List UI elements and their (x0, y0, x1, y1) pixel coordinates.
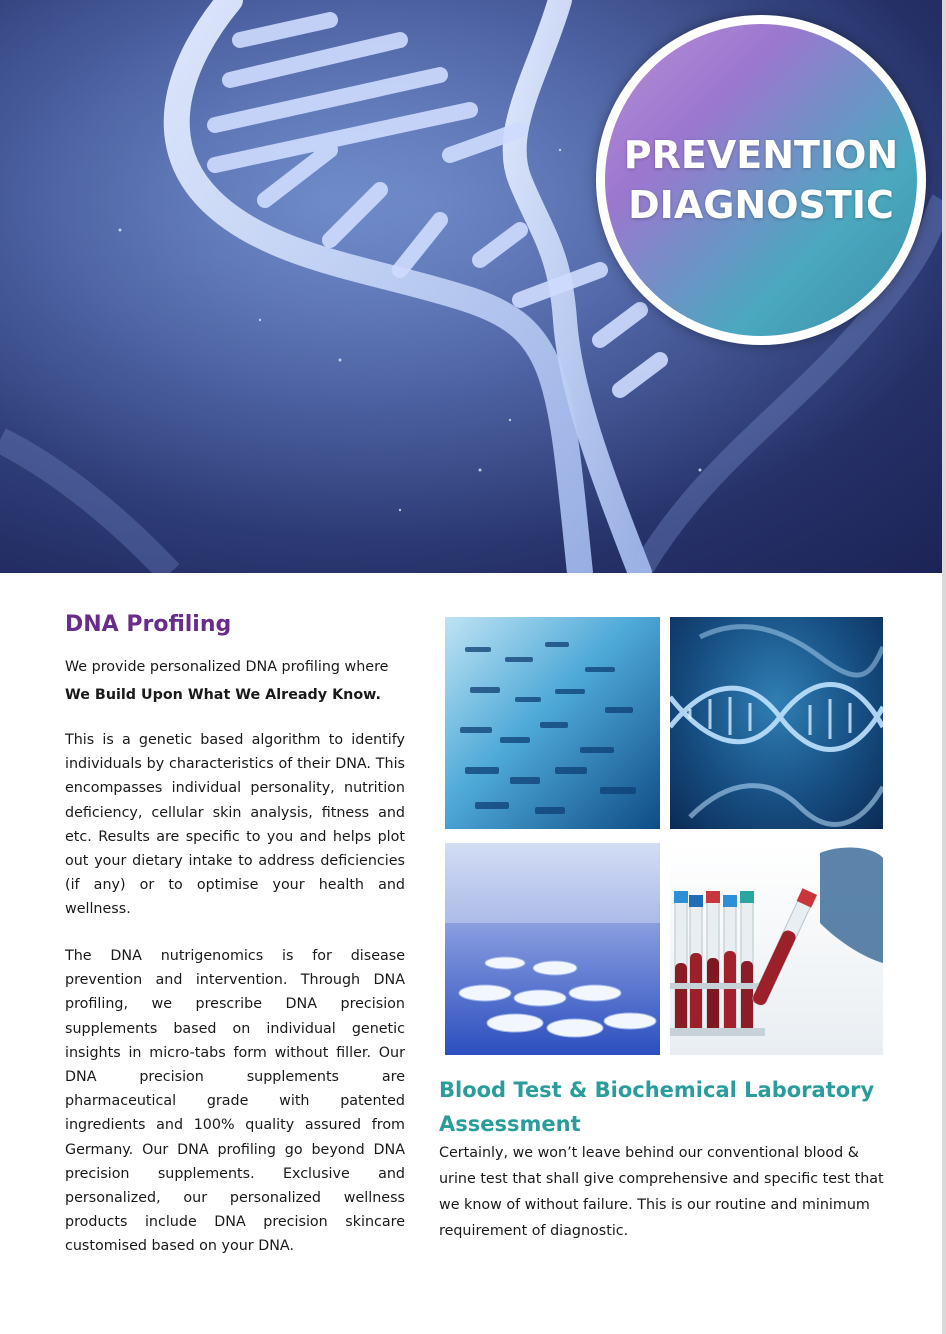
prevention-diagnostic-badge (596, 15, 926, 345)
dna-profiling-heading: DNA Profiling (65, 612, 232, 637)
supplement-tablets-image (445, 843, 660, 1055)
badge-gradient-circle (605, 24, 917, 336)
badge-title-line1: PREVENTION (623, 133, 899, 177)
badge-title-line2: DIAGNOSTIC (628, 183, 894, 227)
page-edge (942, 0, 946, 1334)
blood-test-paragraph: Certainly, we won’t leave behind our conventional blood & urine test that shall give comprehensive and specific test that we know of without failure. This is our routine and minimum requirement of diagnostic. (439, 1145, 884, 1239)
dna-profiling-intro (65, 655, 405, 707)
dna-profiling-paragraph-2: The DNA nutrigenomics is for disease prevention and intervention. Through DNA profiling, we prescribe DNA precision supplements based on individual genetic insights in micro-tabs form without filler. Our DNA precision supplements are pharmaceutical grade with patented ingredients and 100% quality assured from Germany. Our DNA profiling go beyond DNA precision supplements. Exclusive and personalized, our personalized wellness products include DNA precision skincare customised based on your DNA. (65, 948, 405, 1255)
blood-test-tubes-image (670, 843, 883, 1055)
intro-bold-text: We Build Upon What We Already Know. (65, 687, 381, 704)
hero-dna-image (0, 0, 942, 573)
dna-profiling-paragraph-1: This is a genetic based algorithm to identify individuals by characteristics of their DNA. This encompasses individual personality, nutrition deficiency, cellular skin analysis, fitness and etc. Results are specific to you and helps plot out your dietary intake to address deficiencies (if any) or to optimise your health and wellness. (65, 732, 405, 918)
dna-gel-electrophoresis-image (445, 617, 660, 829)
intro-text: We provide personalized DNA profiling where (65, 659, 389, 675)
dna-helix-image (670, 617, 883, 829)
blood-test-heading: Blood Test & Biochemical Laboratory Assessment (439, 1078, 875, 1136)
